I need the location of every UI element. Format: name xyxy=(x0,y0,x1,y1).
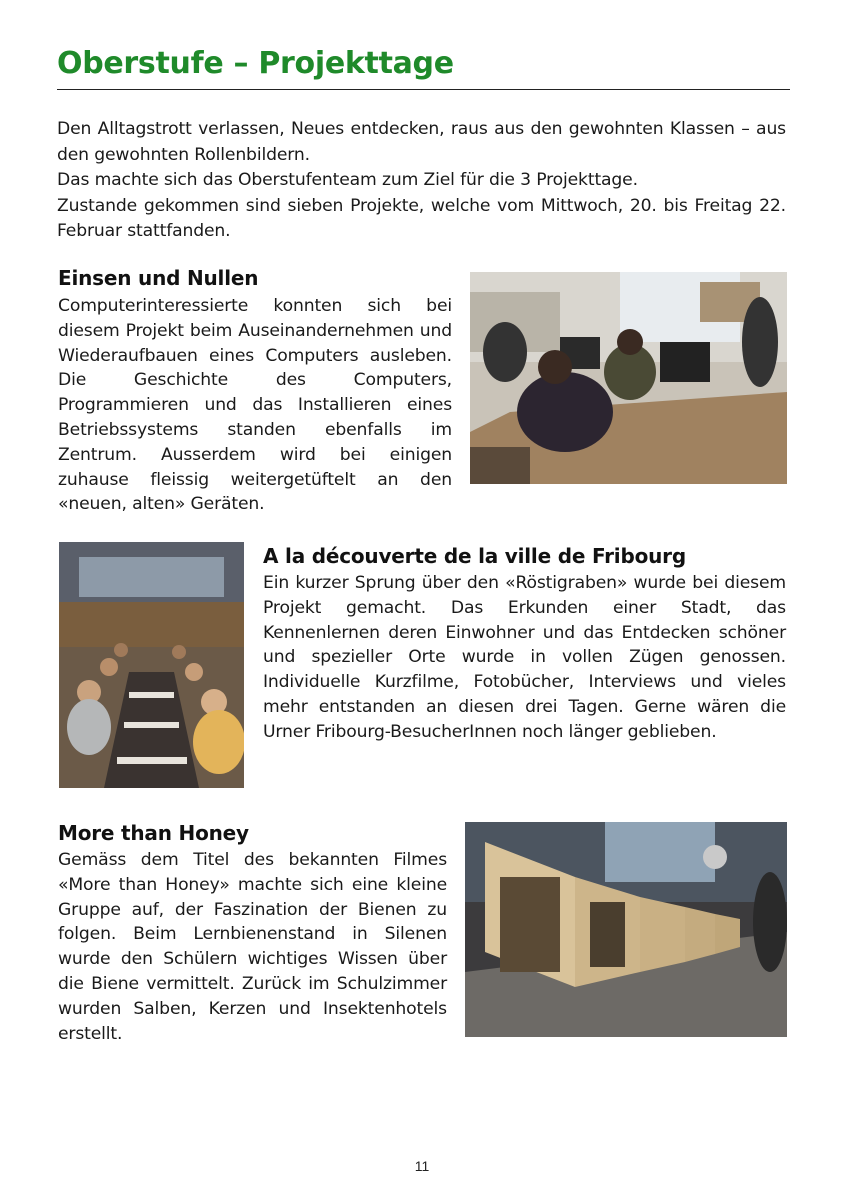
section-text-more-than-honey: Gemäss dem Titel des bekannten Filmes «More than Honey» machte sich eine kleine Gruppe auf, der Faszination der Bienen zu folgen. Beim Lernbienenstand in Silenen wurde den Schülern wichtiges Wissen über die Biene vermittelt. Zurück im Schulzimmer wurden Salben, Kerzen und Insektenhotels erstellt. xyxy=(58,850,447,1044)
page-title: Oberstufe – Projekttage xyxy=(57,46,454,81)
page-number: 11 xyxy=(414,1158,430,1174)
fribourg-group-photo xyxy=(59,542,244,788)
intro-paragraph: Das machte sich das Oberstufenteam zum Ziel für die 3 Projekttage. xyxy=(57,170,638,191)
intro-paragraph: Zustande gekommen sind sieben Projekte, welche vom Mittwoch, 20. bis Freitag 22. Februar stattfanden. xyxy=(57,195,786,242)
section-text-fribourg: Ein kurzer Sprung über den «Röstigraben» wurde bei diesem Projekt gemacht. Das Erkunden einer Stadt, das Kennenlernen deren Einwohner und das Entdecken schöner und spezieller Orte wurde in vollen Zügen genossen. Individuelle Kurzfilme, Fotobücher, Interviews und vieles mehr entstanden an diesen drei Tagen. Gerne wären die Urner Fribourg-BesucherInnen noch länger geblieben. xyxy=(263,573,786,742)
section-heading-einsen-und-nullen: Einsen und Nullen xyxy=(58,266,259,290)
section-heading-fribourg: A la découverte de la ville de Fribourg xyxy=(263,544,686,568)
insect-hotels-photo xyxy=(465,822,787,1037)
title-divider xyxy=(57,89,790,90)
intro-text xyxy=(57,117,786,245)
section-heading-more-than-honey: More than Honey xyxy=(58,821,249,845)
section-text-einsen-und-nullen: Computerinteressierte konnten sich bei diesem Projekt beim Auseinandernehmen und Wiederaufbauen eines Computers ausleben. Die Geschichte des Computers, Programmieren und das Installieren eines Betriebssystems standen ebenfalls im Zentrum. Ausserdem wird bei einigen zuhause fleissig weitergetüftelt an den «neuen, alten» Geräten. xyxy=(58,296,452,515)
intro-paragraph: Den Alltagstrott verlassen, Neues entdecken, raus aus den gewohnten Klassen – aus den gewohnten Rollenbildern. xyxy=(57,119,786,165)
computer-workshop-photo xyxy=(470,272,787,484)
